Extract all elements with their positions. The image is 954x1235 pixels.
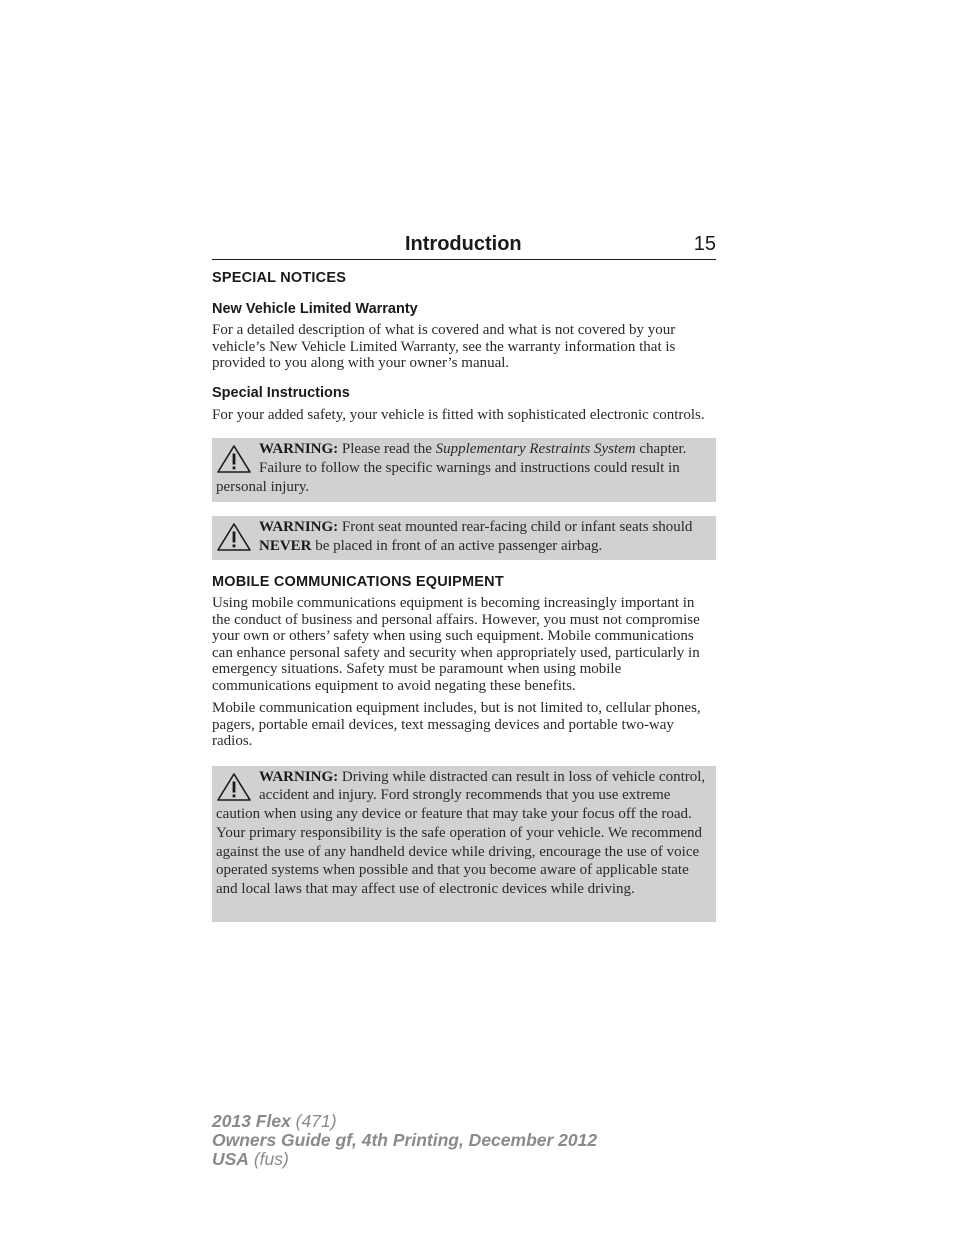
warning-triangle-icon	[216, 444, 252, 474]
warning-box-child-seat	[212, 516, 716, 560]
footer-region-code: (fus)	[248, 1149, 289, 1169]
mobile-para-1: Using mobile communications equipment is becoming increasingly important in the conduct of business and personal affairs. However, you must not compromise your own or others’ safety when using such equipment. Mobile communications can enhance personal safety and security when appropriately used, particularly in emergency situations. Safety must be paramount when using mobile communications equipment to avoid negating these benefits.	[212, 595, 700, 694]
page-footer	[212, 1112, 597, 1169]
warning-emphasis: NEVER	[259, 537, 312, 554]
footer-model-code: (471)	[290, 1111, 337, 1131]
warning-triangle-icon	[216, 772, 252, 802]
warning-text: chapter. Failure to follow the specific warnings and instructions could result in personal injury.	[216, 441, 687, 495]
manual-page	[212, 228, 716, 922]
warning-text: Please read the	[338, 441, 436, 457]
footer-guide: Owners Guide gf, 4th Printing, December 2012	[212, 1130, 598, 1150]
warning-text: Front seat mounted rear-facing child or infant seats should	[338, 519, 693, 535]
special-notices-heading: SPECIAL NOTICES	[212, 270, 347, 286]
warning-triangle-icon	[216, 522, 252, 552]
warning-label: WARNING:	[259, 768, 339, 785]
footer-model: 2013 Flex	[212, 1111, 291, 1131]
warning-text: Driving while distracted can result in loss of vehicle control, accident and injury. Ford strongly recommends that you use extreme caution when using any device or feature that may take your focus off the road. Your primary responsibility is the safe operation of your vehicle. We recommend against the use of any handheld device while driving, encourage the use of voice operated systems when possible and that you become aware of applicable state and local laws that may affect use of electronic devices while driving.	[216, 768, 706, 898]
warranty-text: For a detailed description of what is covered and what is not covered by your vehicle’s New Vehicle Limited Warranty, see the warranty information that is provided to you along with your owner’s manual.	[212, 322, 676, 371]
warning-label: WARNING:	[259, 441, 339, 457]
warning-text: be placed in front of an active passenger airbag.	[311, 537, 603, 554]
page-header	[212, 228, 716, 260]
instructions-text: For your added safety, your vehicle is fitted with sophisticated electronic controls.	[212, 406, 705, 423]
warning-box-restraints	[212, 438, 716, 502]
warning-box-distraction	[212, 766, 716, 922]
warning-label: WARNING:	[259, 519, 339, 535]
warranty-heading: New Vehicle Limited Warranty	[212, 301, 418, 317]
warning-reference: Supplementary Restraints System	[435, 441, 636, 457]
section-title: Introduction	[405, 233, 522, 255]
mobile-heading: MOBILE COMMUNICATIONS EQUIPMENT	[212, 574, 504, 590]
mobile-para-2: Mobile communication equipment includes, but is not limited to, cellular phones, pagers, portable email devices, text messaging devices and portable two-way radios.	[212, 700, 701, 749]
footer-region: USA	[212, 1149, 249, 1169]
instructions-heading: Special Instructions	[212, 384, 350, 401]
page-number: 15	[693, 233, 716, 255]
